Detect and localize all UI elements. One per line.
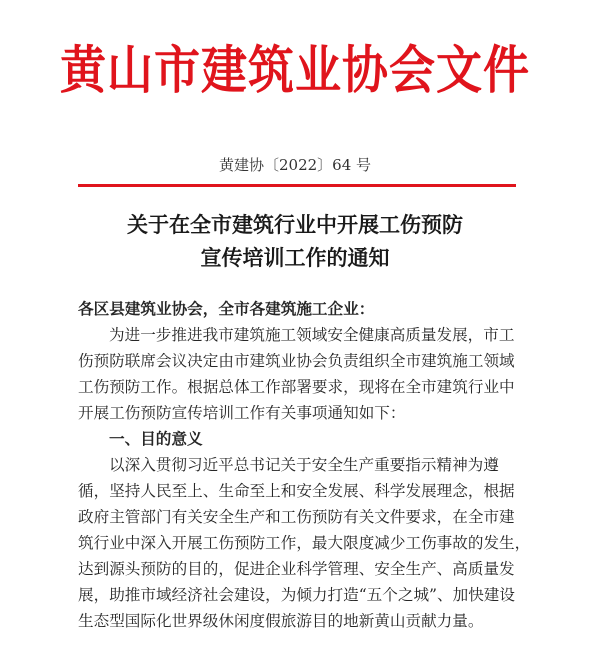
purpose-paragraph-line: 达到源头预防的目的，促进企业科学管理、安全生产、高质量发 (78, 560, 515, 578)
purpose-paragraph-line: 政府主管部门有关安全生产和工伤预防有关文件要求，在全市建 (78, 508, 515, 526)
document-masthead: 黄山市建筑业协会文件 (60, 39, 530, 101)
intro-paragraph-line: 伤预防联席会议决定由市建筑业协会负责组织全市建筑施工领域 (78, 352, 515, 370)
purpose-paragraph-line: 循，坚持人民至上、生命至上和安全发展、科学发展理念，根据 (78, 482, 515, 500)
intro-paragraph-line: 工伤预防工作。根据总体工作部署要求，现将在全市建筑行业中 (78, 378, 515, 396)
purpose-paragraph-line: 筑行业中深入开展工伤预防工作，最大限度减少工伤事故的发生， (78, 534, 531, 552)
salutation: 各区县建筑业协会，全市各建筑施工企业： (78, 299, 375, 318)
notice-title-line-1: 关于在全市建筑行业中开展工伤预防 (127, 212, 463, 237)
red-divider-line (78, 184, 516, 187)
intro-paragraph-line: 为进一步推进我市建筑施工领域安全健康高质量发展，市工 (109, 326, 515, 344)
purpose-paragraph-line: 生态型国际化世界级休闲度假旅游目的地新黄山贡献力量。 (78, 612, 484, 630)
purpose-paragraph-line: 以深入贯彻习近平总书记关于安全生产重要指示精神为遵 (109, 456, 499, 474)
purpose-paragraph-line: 展，助推市域经济社会建设，为倾力打造“五个之城”、加快建设 (78, 586, 515, 604)
intro-paragraph-line: 开展工伤预防宣传培训工作有关事项通知如下： (78, 404, 406, 422)
notice-title-line-2: 宣传培训工作的通知 (200, 245, 390, 270)
document-number: 黄建协〔2022〕64 号 (218, 156, 372, 174)
section-heading-purpose: 一、目的意义 (109, 429, 203, 448)
